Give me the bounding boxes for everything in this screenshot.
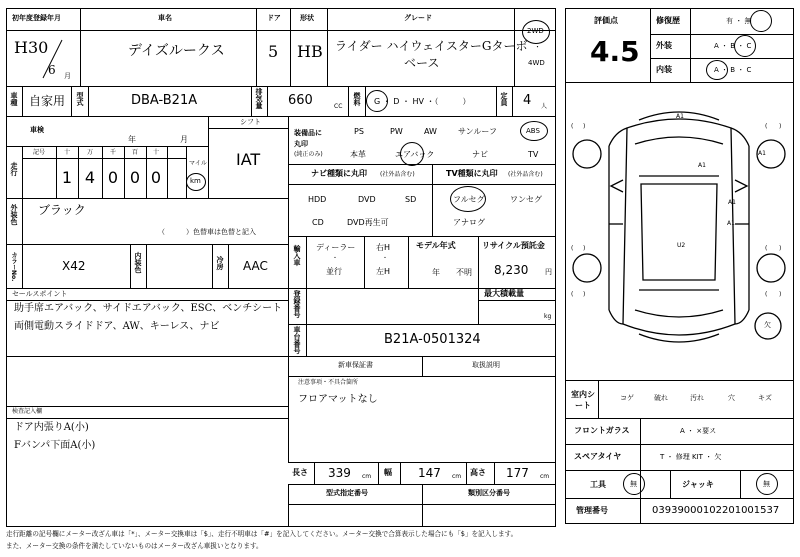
sales-point-1: 助手席エアバック、サイドエアバック、ESC、ベンチシート [14,303,283,314]
first-reg-year: H30 [14,38,49,57]
ac-value: AAC [243,259,268,273]
management-label: 管理番号 [576,506,608,515]
fuel-label: 燃料 [353,92,361,106]
navi-dvd-playback[interactable]: DVD再生可 [347,218,389,227]
color-no-label: カラーNo. [10,252,17,282]
interior-color-label: 内装色 [134,252,142,273]
svg-text:): ) [779,291,782,298]
score-label: 評価点 [594,16,618,25]
tv-analog[interactable]: アナログ [453,218,485,227]
displacement-unit: CC [334,103,343,110]
spare-options: T ・ 修理 KIT ・ 欠 [660,453,722,461]
exterior-b-circle [734,35,756,57]
chassis-value: B21A-0501324 [384,332,481,347]
length-label: 長さ [292,468,308,477]
sales-point-2: 両側電動スライドドア、AW、キーレス、ナビ [14,321,220,332]
equipment-label: 装備品に丸印 [294,129,322,148]
jack-label: ジャッキ [682,480,714,489]
import-label: 輸入車 [293,245,301,266]
header-door: ドア [267,14,281,22]
color-value: ブラック [38,203,86,217]
type-label: 車種 [10,92,18,106]
mileage-digit-3: 0 [107,168,119,187]
svg-text:(: ( [571,291,574,298]
drive-2wd: 2WD [527,27,544,35]
header-shape: 形状 [300,14,314,22]
width-unit: cm [452,473,462,480]
svg-text:(: ( [765,245,768,252]
mileage-digit-5: 0 [150,168,162,187]
header-car-name: 車名 [158,14,172,22]
equipment-abs[interactable]: ABS [526,127,540,135]
mileage-header-symbol: 記号 [32,149,46,156]
door-value: 5 [268,42,279,61]
equipment-aw[interactable]: AW [424,127,437,136]
equipment-sub: (純正のみ) [294,151,323,158]
length-unit: cm [362,473,372,480]
mileage-header-sen: 千 [109,149,117,156]
damage-mark-7: 欠 [764,321,771,329]
seat-label: 室内シート [571,390,595,410]
model-value: DBA-B21A [131,93,198,108]
seat-option-hole[interactable]: 穴 [728,394,735,402]
exterior-options: A ・ B ・ C [714,42,752,50]
first-reg-month: 6 [48,63,56,77]
windshield-options: A ・ ×要ス [680,427,717,435]
chassis-label: 車台番号 [293,326,301,354]
svg-text:(: ( [571,245,574,252]
displacement-value: 660 [288,93,313,108]
recycle-value: 8,230 [494,263,529,277]
jack-value: 無 [763,480,770,488]
seat-option-tear[interactable]: 破れ [654,394,668,402]
equipment-navi[interactable]: ナビ [472,150,488,159]
svg-text:): ) [583,123,586,130]
tv-oneseg[interactable]: ワンセグ [510,195,542,204]
svg-text:): ) [779,245,782,252]
model-year-unit: 年 [432,268,440,277]
header-grade: グレード [404,14,432,22]
height-value: 177 [506,466,529,480]
import-dealer[interactable]: ディーラー [316,243,356,252]
inspector-label: 検査記入欄 [12,408,43,415]
header-first-reg: 初年度登録年月 [12,14,61,22]
interior-grade-label: 内装 [656,65,672,74]
width-label: 幅 [384,468,392,477]
repair-none-circle [750,10,772,32]
import-parallel[interactable]: 並行 [326,267,342,276]
damage-mark-2: A1 [758,150,766,157]
interior-a-circle [706,60,728,80]
navi-sd[interactable]: SD [405,195,417,204]
navi-dvd[interactable]: DVD [358,195,376,204]
handle-right[interactable]: 右H [376,243,391,252]
footer-line-2: また、メーター交換の条件を満たしていないものはメーター改ざん車扱いとなります。 [6,542,263,550]
recycle-unit: 円 [545,268,552,276]
model-label: 型式 [76,92,84,106]
max-load-unit: kg [544,313,552,320]
svg-text:): ) [583,291,586,298]
tv-header: TV種類に丸印 [446,169,498,178]
damage-mark-4: A1 [728,199,736,206]
damage-mark-3: A1 [698,162,706,169]
mileage-header-juu: 十 [152,149,160,156]
car-name-value: デイズルークス [128,43,225,59]
tools-label: 工具 [590,480,606,489]
color-note: （ ）色替車は色替と記入 [158,228,256,236]
shift-value: IAT [236,150,261,169]
score-value: 4.5 [590,35,640,68]
sales-points-label: セールスポイント [12,290,68,298]
svg-text:): ) [583,245,586,252]
shift-label: シフト [240,118,261,126]
category-label: 類別区分番号 [468,489,510,497]
shape-value: HB [297,42,323,61]
ac-label: 冷房 [216,256,224,270]
mileage-digit-2: 4 [84,168,96,187]
windshield-label: フロントガラス [574,426,630,435]
mileage-label: 走行 [10,162,18,176]
height-unit: cm [540,473,550,480]
management-value: 03939000102201001537 [652,505,780,516]
tv-header-sub: (社外品含む) [508,171,543,178]
interior-options: A ・ B ・ C [714,66,752,74]
svg-text:): ) [779,123,782,130]
equipment-pw[interactable]: PW [390,127,403,136]
mileage-unit-km: km [190,177,201,185]
width-value: 147 [418,466,441,480]
drive-4wd: 4WD [528,59,545,67]
grade-line1: ライダー ハイウェイスターGターボ [335,39,528,53]
height-label: 高さ [470,468,486,477]
inspector-line-1: ドア内張りA(小) [14,422,89,433]
recycle-label: リサイクル預託金 [482,241,545,250]
color-no-value: X42 [62,259,86,273]
tools-value: 無 [630,480,637,488]
type-value: 自家用 [29,94,66,108]
inspection-year: 年 [128,135,136,144]
month-unit: 月 [64,72,71,80]
damage-mark-1: A1 [676,113,684,120]
equipment-leather[interactable]: 本革 [350,150,366,159]
capacity-label: 定員 [500,92,508,106]
manual[interactable]: 取扱説明 [472,361,500,369]
footer-line-1: 走行距離の記号欄にメーター改ざん車は「*」、メーター交換車は「$」、走行不明車は「#」を記入してください。メーター交換で合算表示した場合にも「$」を記入します。 [6,530,518,538]
grade-line2: ベース [404,56,440,70]
repair-options: 有 ・ 無 [726,17,752,25]
seat-option-scratch[interactable]: キズ [758,394,772,402]
model-year-label: モデル年式 [416,241,456,250]
model-year-value: 不明 [456,268,472,277]
equipment-ps[interactable]: PS [354,127,364,136]
fuel-options: G ・ D ・ HV ・（ ） [374,97,471,106]
notes-label: 注意事項・不具合箇所 [298,379,359,386]
import-sep: ・ [332,255,339,262]
car-damage-diagram [565,84,794,380]
reg-no-label: 登録番号 [293,290,301,318]
type-designation-label: 型式指定番号 [326,489,368,497]
capacity-value: 4 [523,93,532,108]
equipment-sunroof[interactable]: サンルーフ [458,127,497,136]
color-label: 外装色 [10,204,18,225]
notes-value: フロアマットなし [298,394,378,405]
handle-left[interactable]: 左H [376,267,391,276]
seat-option-stain[interactable]: 汚れ [690,394,704,402]
inspection-label: 車検 [30,126,44,134]
max-load-label: 最大積載量 [484,289,524,298]
mileage-unit-mile: マイル [189,160,207,167]
drive-sep: ・ [534,43,541,51]
mileage-header-10man: 十 [63,149,71,156]
repair-label: 修復歴 [656,16,680,25]
equipment-tv[interactable]: TV [528,150,539,159]
mileage-digit-1: 1 [61,168,73,187]
svg-text:(: ( [765,123,768,130]
equipment-airbag[interactable]: エアバック [395,150,435,159]
mileage-header-hyaku: 百 [131,149,139,156]
inspection-month: 月 [180,135,188,144]
seat-option-burn[interactable]: コゲ [620,394,634,402]
mileage-header-man: 万 [86,149,94,156]
svg-text:(: ( [765,291,768,298]
svg-text:(: ( [571,123,574,130]
navi-header-sub: (社外品含む) [380,171,415,178]
inspector-line-2: Fバンパ下面A(小) [14,440,96,451]
spare-label: スペアタイヤ [574,452,622,461]
navi-cd[interactable]: CD [312,218,324,227]
length-value: 339 [328,466,351,480]
tv-fullseg[interactable]: フルセグ [453,195,485,204]
displacement-label: 排気量 [255,88,263,109]
new-car-warranty[interactable]: 新車保証書 [338,361,373,369]
navi-header: ナビ種類に丸印 [311,169,367,178]
damage-mark-6: A1 [727,220,735,227]
mileage-digit-4: 0 [129,168,141,187]
handle-sep: ・ [382,255,389,262]
exterior-label: 外装 [656,41,672,50]
damage-mark-5: U2 [677,242,686,249]
navi-hdd[interactable]: HDD [308,195,327,204]
capacity-unit: 人 [541,103,548,110]
